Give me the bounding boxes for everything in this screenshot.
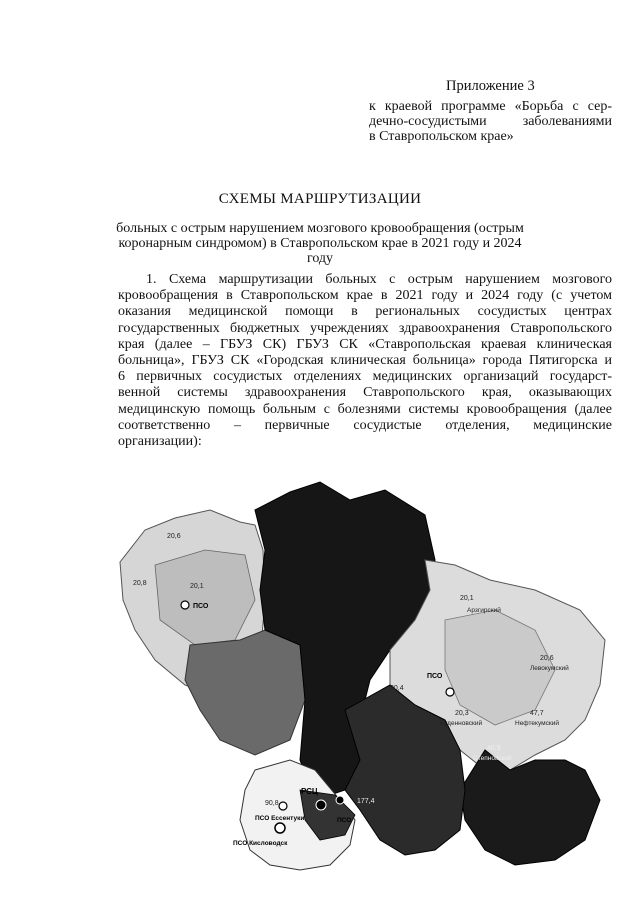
district-label-levokumsky: Левокумский	[530, 665, 569, 672]
paragraph-line: кровообращения в Ставропольском крае в 2021 году и 2024 году (с учетом	[118, 288, 612, 304]
map-value-label: 90,8	[265, 800, 279, 807]
appendix-subtitle	[369, 99, 612, 144]
paragraph-line: медицинскую помощь больным с болезнями системы кровообращения (далее	[118, 401, 612, 417]
paragraph-line: организации):	[118, 434, 202, 450]
map-value-label: 20,1	[460, 595, 474, 602]
pso-label: ПСО	[193, 603, 209, 610]
pso-marker-icon	[275, 823, 285, 833]
pso-kislovodsk-label: ПСО Кисловодск	[233, 840, 288, 847]
pso-marker-icon	[446, 688, 454, 696]
pso-marker-icon	[279, 802, 287, 810]
map-value-label: 47,7	[530, 710, 544, 717]
paragraph-line: государственных бюджетных учреждениях здравоохранения Ставропольского	[118, 320, 612, 336]
subheading-line: больных с острым нарушением мозгового кровообращения (острым	[116, 221, 524, 236]
map-southwest-region	[185, 630, 305, 755]
map-value-label: 20,6	[167, 533, 181, 540]
district-label-arzgir: Арзгирский	[467, 607, 501, 614]
paragraph-line: венной системы здравоохранения Ставропольского края, оказывающих	[118, 385, 612, 401]
pso-marker-icon	[336, 796, 344, 804]
district-label-budennovsky: Буденновский	[440, 720, 483, 727]
pso-essentuki-label: ПСО Ессентуки	[255, 815, 305, 822]
page-subheading	[110, 221, 530, 266]
subheading-line: коронарным синдромом) в Ставропольском крае в 2021 году и 2024 году	[118, 236, 522, 266]
routing-map	[115, 470, 615, 890]
map-value-label: 20,4	[390, 685, 404, 692]
map-value-label: 20,1	[190, 583, 204, 590]
map-southeast-dark-region	[460, 750, 600, 865]
map-value-label: 20,8	[133, 580, 147, 587]
appendix-title: Приложение 3	[446, 78, 535, 94]
paragraph-line: края (далее – ГБУЗ СК) ГБУЗ СК «Ставропольская краевая клиническая	[118, 336, 612, 352]
district-label-neftekumsky: Нефтекумский	[515, 720, 559, 727]
appendix-subtitle-line: дечно-сосудистыми заболеваниями	[369, 114, 612, 129]
pso-marker-icon	[181, 601, 189, 609]
pso-pyatigorsk-label: ПСО	[337, 817, 352, 824]
map-value-label: 20,3	[455, 710, 469, 717]
district-label-stepnovsky: Степновский	[473, 755, 512, 762]
map-value-label: 40,9	[487, 745, 501, 752]
paragraph-line: 1. Схема маршрутизации больных с острым нарушением мозгового	[146, 272, 612, 287]
rsc-label: РСЦ	[301, 787, 318, 796]
paragraph-line: 6 первичных сосудистых отделениях медицинских организаций государст-	[118, 369, 612, 385]
page-heading: СХЕМЫ МАРШРУТИЗАЦИИ	[218, 191, 422, 207]
appendix-subtitle-line: в Ставропольском крае»	[369, 129, 514, 144]
map-value-label: 177,4	[357, 798, 375, 805]
paragraph-line: больница», ГБУЗ СК «Городская клиническая больница» города Пятигорска и	[118, 353, 612, 369]
paragraph-line: соответственно – первичные сосудистые отделения, медицинские	[118, 417, 612, 433]
rsc-marker-icon	[316, 800, 326, 810]
pso-label: ПСО	[427, 673, 443, 680]
body-paragraph	[118, 272, 612, 450]
paragraph-line: оказания медицинской помощи в региональных сосудистых центрах	[118, 304, 612, 320]
appendix-subtitle-line: к краевой программе «Борьба с сер-	[369, 99, 612, 114]
map-value-label: 20,6	[540, 655, 554, 662]
